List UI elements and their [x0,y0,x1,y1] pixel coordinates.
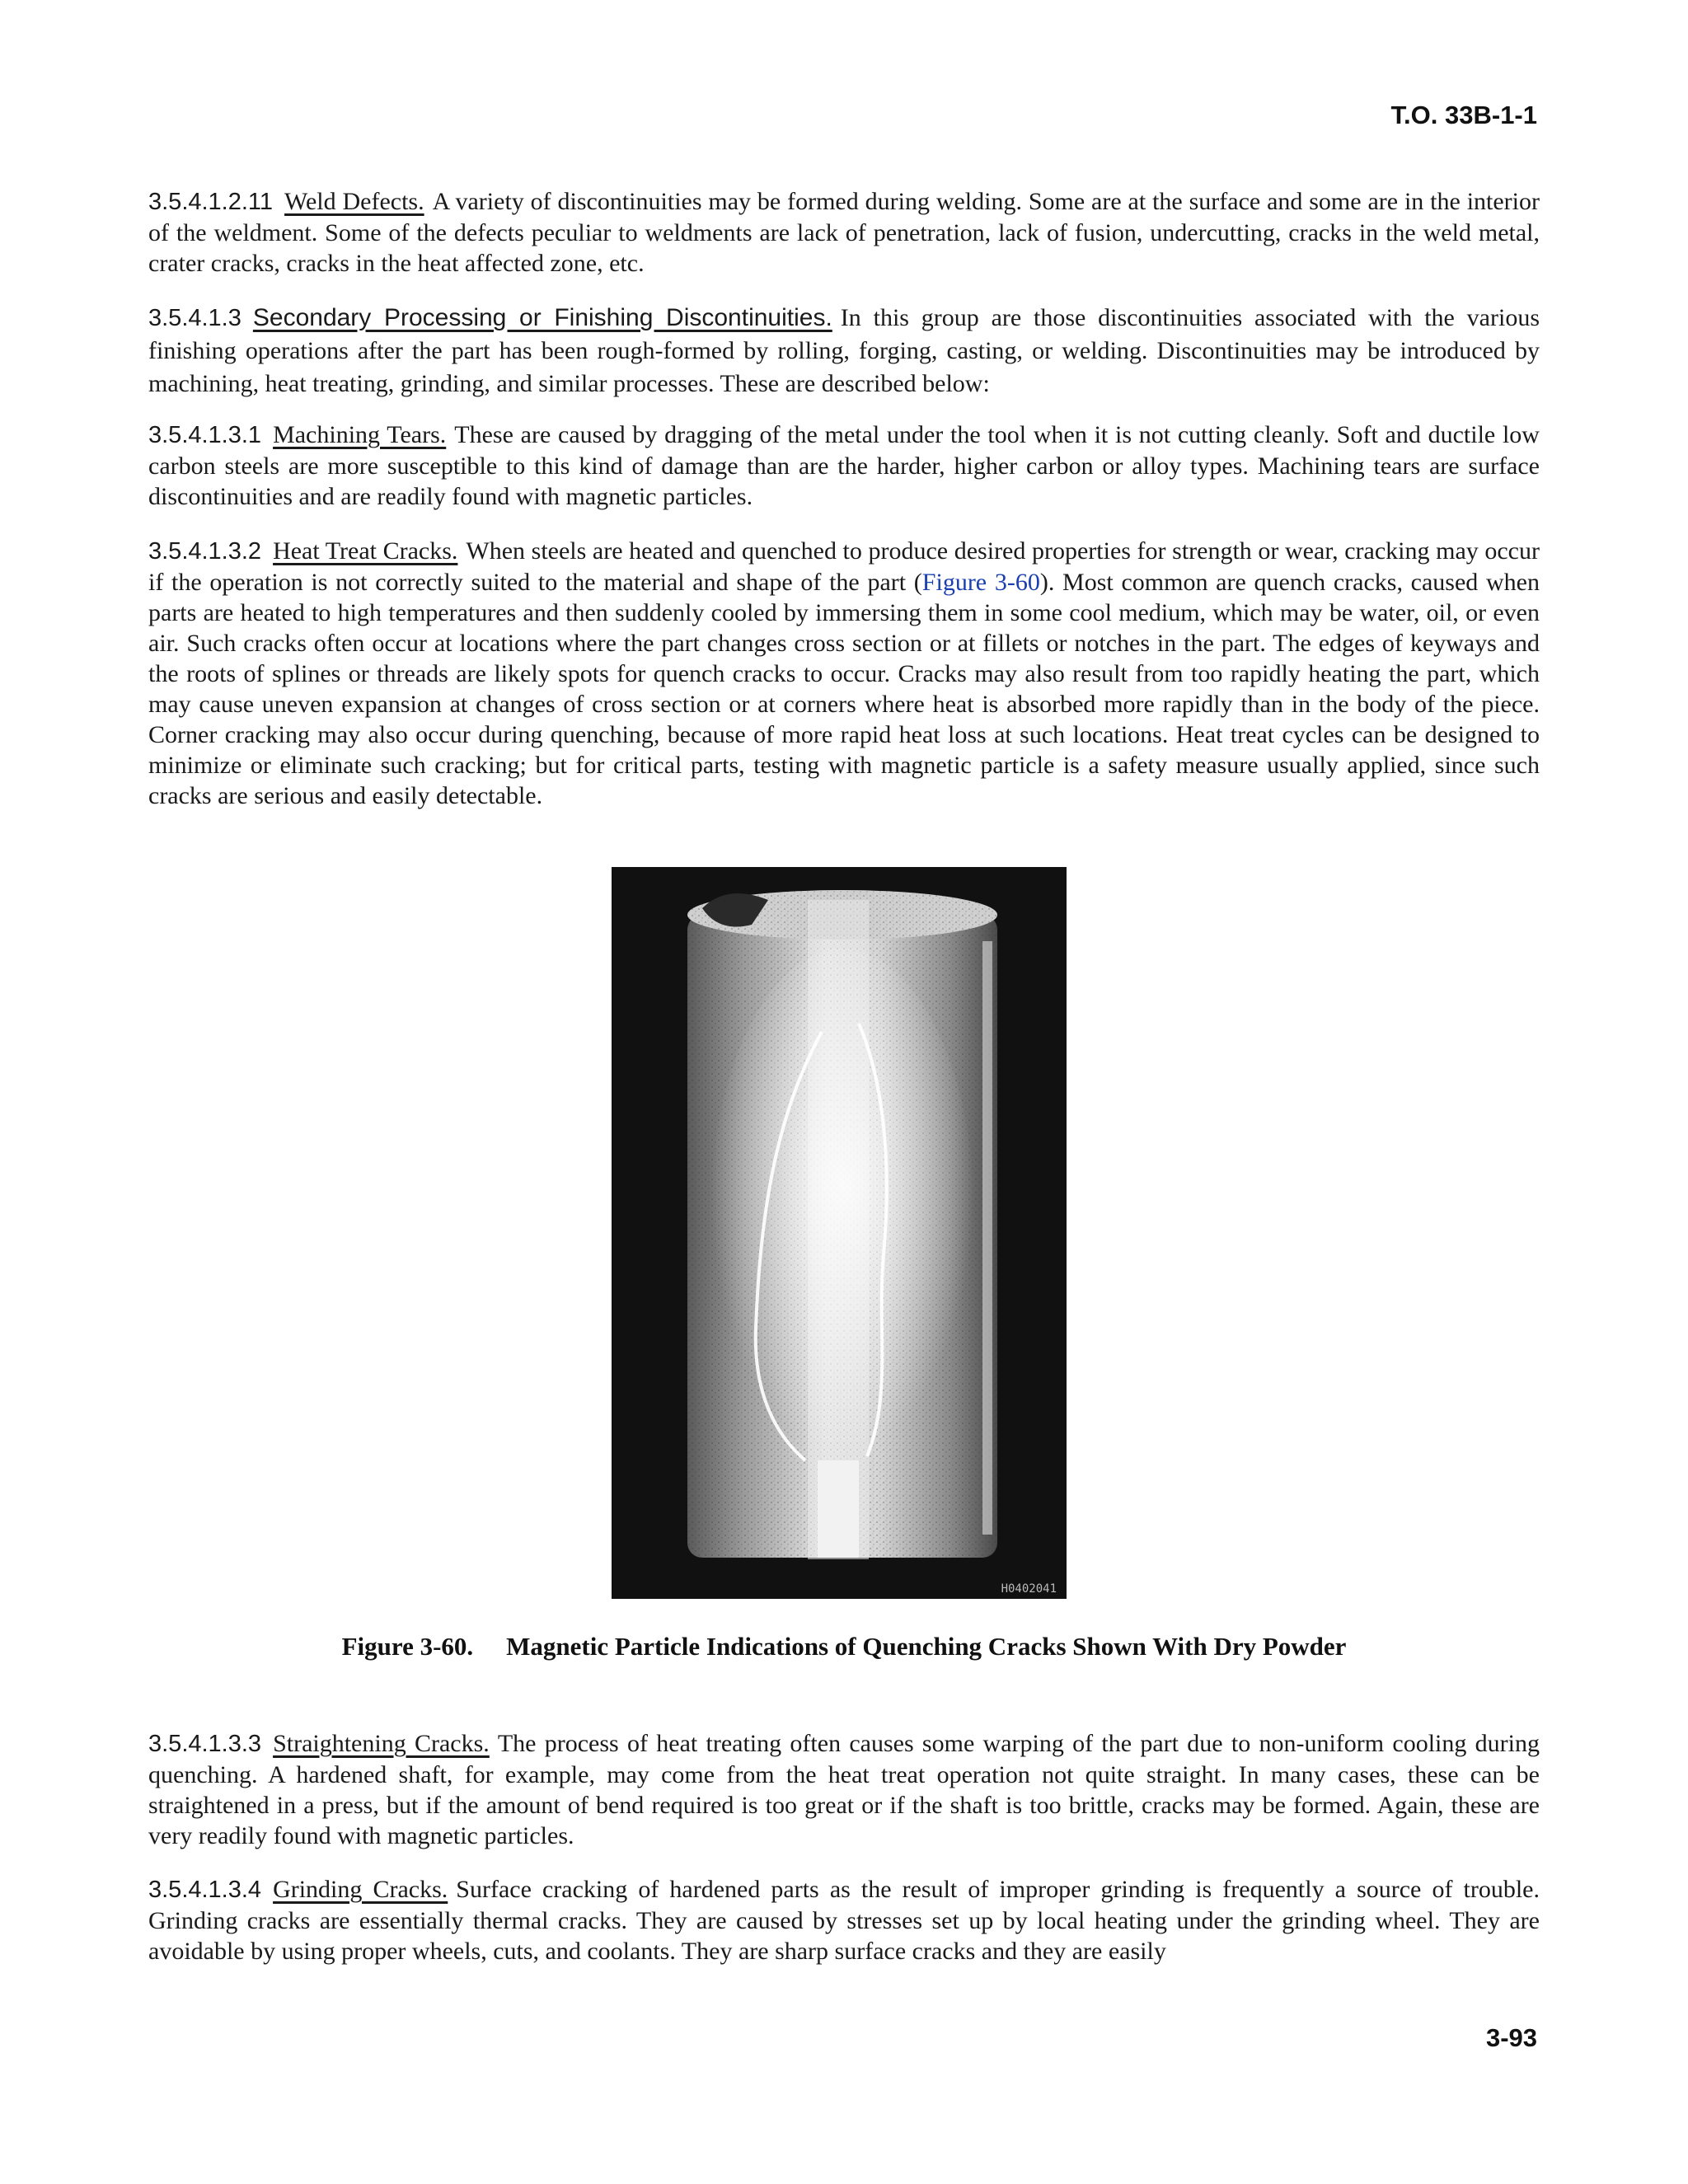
section-title: Weld Defects. [284,188,424,215]
page-number: 3-93 [1485,2023,1537,2052]
paragraph-weld-defects [148,186,1540,279]
figure-caption-text: Magnetic Particle Indications of Quenching Cracks Shown With Dry Powder [506,1632,1347,1661]
figure-number: Figure 3-60. [341,1632,474,1661]
section-body: In this group are those discontinuities associated with the various finishing operations after the part has been rough-formed by rolling, forging, casting, or welding. Discontinuities may be introduced by machining, heat treating, grinding, and similar processes. These are described below: [148,304,1540,397]
section-number: 3.5.4.1.3.3 [148,1731,262,1757]
cracked-cylinder-image [612,867,1067,1599]
section-body-start: When steels are heated and quenched to produce desired properties for strength or wear, cracking may occur if the operation is not correctly suited to the material and shape of the part ( [148,537,1540,596]
section-title: Straightening Cracks. [273,1730,490,1757]
figure-photo [612,867,1067,1599]
figure-reference-link[interactable]: Figure 3-60 [921,569,1040,596]
section-body: These are caused by dragging of the metal under the tool when it is not cutting cleanly. Soft and ductile low carbon steels are more susceptible to this kind of damage than are the harder, higher carbon or alloy types. Machining tears are surface discontinuities and are readily found with magnetic particles. [148,421,1540,510]
section-title: Machining Tears. [273,421,447,448]
section-body-end: ). Most common are quench cracks, caused when parts are heated to high temperatures and then suddenly cooled by immersing them in some cool medium, which may be water, oil, or even air. Such cracks often occur at locations where the part changes cross section or at fillets or notches in the part. The edges of keyways and the roots of splines or threads are likely spots for quench cracks to occur. Cracks may also result from too rapidly heating the part, which may cause uneven expansion at changes of cross section or at corners where heat is absorbed more rapidly than in the body of the piece. Corner cracking may also occur during quenching, because of more rapid heat loss at such locations. Heat treat cycles can be designed to minimize or eliminate such cracking; but for critical parts, testing with magnetic particle is a safety measure usually applied, since such cracks are serious and easily detectable. [148,569,1540,809]
section-body: Surface cracking of hardened parts as the result of improper grinding is frequently a source of trouble. Grinding cracks are essentially thermal cracks. They are caused by stresses set up by local heating under the grinding wheel. They are avoidable by using proper wheels, cuts, and coolants. They are sharp surface cracks and they are easily [148,1876,1540,1965]
document-id: T.O. 33B-1-1 [1390,101,1537,129]
paragraph-grinding-cracks [148,1874,1540,1966]
section-number: 3.5.4.1.3.1 [148,422,262,448]
paragraph-straightening-cracks [148,1728,1540,1851]
section-number: 3.5.4.1.3 [148,305,241,331]
section-number: 3.5.4.1.3.2 [148,538,262,565]
section-body: A variety of discontinuities may be formed during welding. Some are at the surface and some are in the interior of the weldment. Some of the defects peculiar to weldments are lack of penetration, lack of fusion, undercutting, cracks in the weld metal, crater cracks, cracks in the heat affected zone, etc. [148,188,1540,277]
section-body: The process of heat treating often causes some warping of the part due to non-uniform cooling during quenching. A hardened shaft, for example, may come from the heat treat operation not quite straight. In many cases, these can be straightened in a press, but if the amount of bend required is too great or if the shaft is too brittle, cracks may be formed. Again, these are very readily found with magnetic particles. [148,1730,1540,1849]
section-number: 3.5.4.1.2.11 [148,189,274,215]
paragraph-secondary-processing [148,302,1540,401]
section-title: Grinding Cracks. [273,1876,448,1903]
section-title: Heat Treat Cracks. [273,537,458,565]
photo-code: H0402041 [1001,1582,1057,1596]
paragraph-heat-treat-cracks [148,536,1540,811]
section-number: 3.5.4.1.3.4 [148,1877,262,1903]
section-title: Secondary Processing or Finishing Discontinuities. [252,304,832,331]
paragraph-machining-tears [148,419,1540,512]
figure-caption [0,1632,1688,1661]
